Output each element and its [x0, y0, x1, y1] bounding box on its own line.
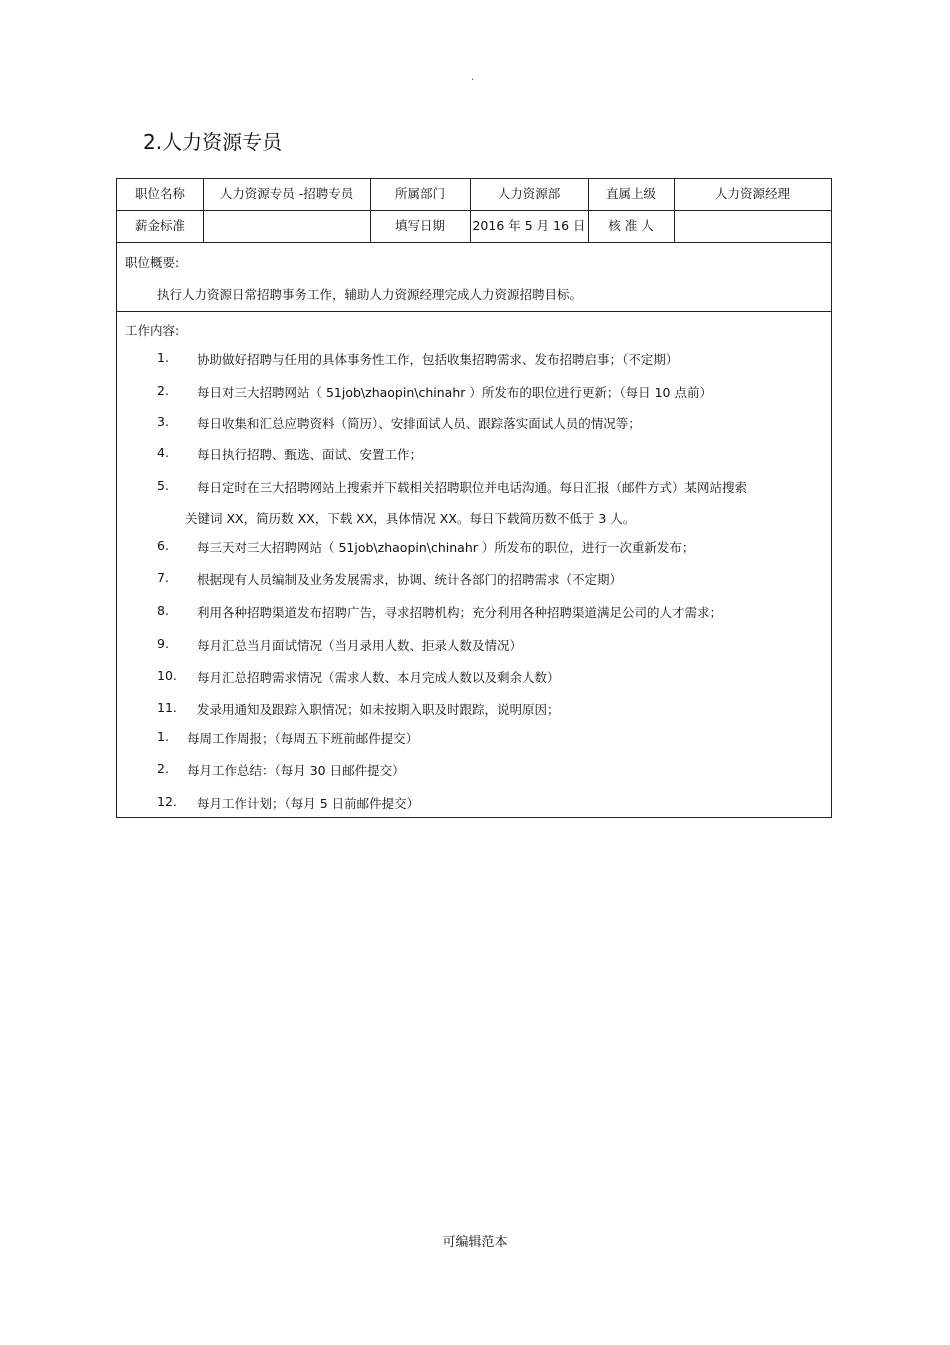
row-divider	[117, 242, 831, 243]
duty-text: 协助做好招聘与任用的具体事务性工作，包括收集招聘需求、发布招聘启事；（不定期）	[197, 352, 679, 367]
duty-number: 12.	[157, 794, 177, 809]
approver-label: 核 准 人	[608, 218, 654, 233]
duty-text: 每日对三大招聘网站（ 51job\zhaopin\chinahr ）所发布的职位进行更新；（每日 10 点前）	[197, 385, 712, 400]
duty-number: 3.	[157, 414, 169, 429]
duty-text: 每日执行招聘、甄选、面试、安置工作；	[197, 447, 423, 462]
duty-number: 8.	[157, 603, 169, 618]
duty-number: 5.	[157, 478, 169, 493]
fill-date-label: 填写日期	[394, 218, 445, 233]
position-name-label: 职位名称	[134, 186, 185, 201]
supervisor-label: 直属上级	[605, 186, 656, 201]
duty-number: 10.	[157, 668, 177, 683]
report-number: 1.	[157, 729, 169, 744]
duty-text: 发录用通知及跟踪入职情况；如未按期入职及时跟踪，说明原因；	[197, 702, 560, 717]
duty-number: 11.	[157, 700, 177, 715]
duty-number: 7.	[157, 570, 169, 585]
position-name-value: 人力资源专员 -招聘专员	[219, 186, 354, 201]
page-footer: 可编辑范本	[442, 1235, 508, 1250]
duty-text: 每月汇总当月面试情况（当月录用人数、拒录人数及情况）	[197, 638, 523, 653]
summary-text: 执行人力资源日常招聘事务工作，辅助人力资源经理完成人力资源招聘目标。	[157, 287, 583, 302]
duty-number: 6.	[157, 538, 169, 553]
report-text: 每月工作总结：（每月 30 日邮件提交）	[187, 763, 405, 778]
department-value: 人力资源部	[497, 186, 561, 201]
salary-label: 薪金标准	[134, 218, 185, 233]
duty-text: 每日收集和汇总应聘资料（简历）、安排面试人员、跟踪落实面试人员的情况等；	[197, 416, 641, 431]
row-divider	[117, 311, 831, 312]
duty-text: 每日定时在三大招聘网站上搜索并下载相关招聘职位并电话沟通。每日汇报（邮件方式）某网站搜索	[197, 480, 748, 495]
duty-text: 每三天对三大招聘网站（ 51job\zhaopin\chinahr ）所发布的职位，进行一次重新发布；	[197, 540, 695, 555]
duty-number: 4.	[157, 445, 169, 460]
report-text: 每周工作周报；（每周五下班前邮件提交）	[187, 731, 419, 746]
summary-label: 职位概要:	[125, 255, 180, 270]
duty-number: 9.	[157, 636, 169, 651]
report-number: 2.	[157, 761, 169, 776]
duty-text: 利用各种招聘渠道发布招聘广告，寻求招聘机构；充分利用各种招聘渠道满足公司的人才需求；	[197, 605, 723, 620]
job-description-table	[116, 178, 832, 818]
duty-continuation: 关键词 XX，简历数 XX，下载 XX，具体情况 XX。每日下载简历数不低于 3 人。	[185, 511, 636, 526]
duty-number: 2.	[157, 383, 169, 398]
duty-number: 1.	[157, 350, 169, 365]
row-divider	[117, 210, 831, 211]
department-label: 所属部门	[394, 186, 445, 201]
fill-date-value: 2016 年 5 月 16 日	[472, 218, 586, 233]
duty-text: 每月汇总招聘需求情况（需求人数、本月完成人数以及剩余人数）	[197, 670, 560, 685]
supervisor-value: 人力资源经理	[714, 186, 790, 201]
duty-text: 每月工作计划；（每月 5 日前邮件提交）	[197, 796, 420, 811]
duty-text: 根据现有人员编制及业务发展需求，协调、统计各部门的招聘需求（不定期）	[197, 572, 623, 587]
duties-label: 工作内容:	[125, 323, 180, 338]
top-mark: .	[471, 72, 475, 83]
page-title: 2.人力资源专员	[143, 130, 283, 154]
